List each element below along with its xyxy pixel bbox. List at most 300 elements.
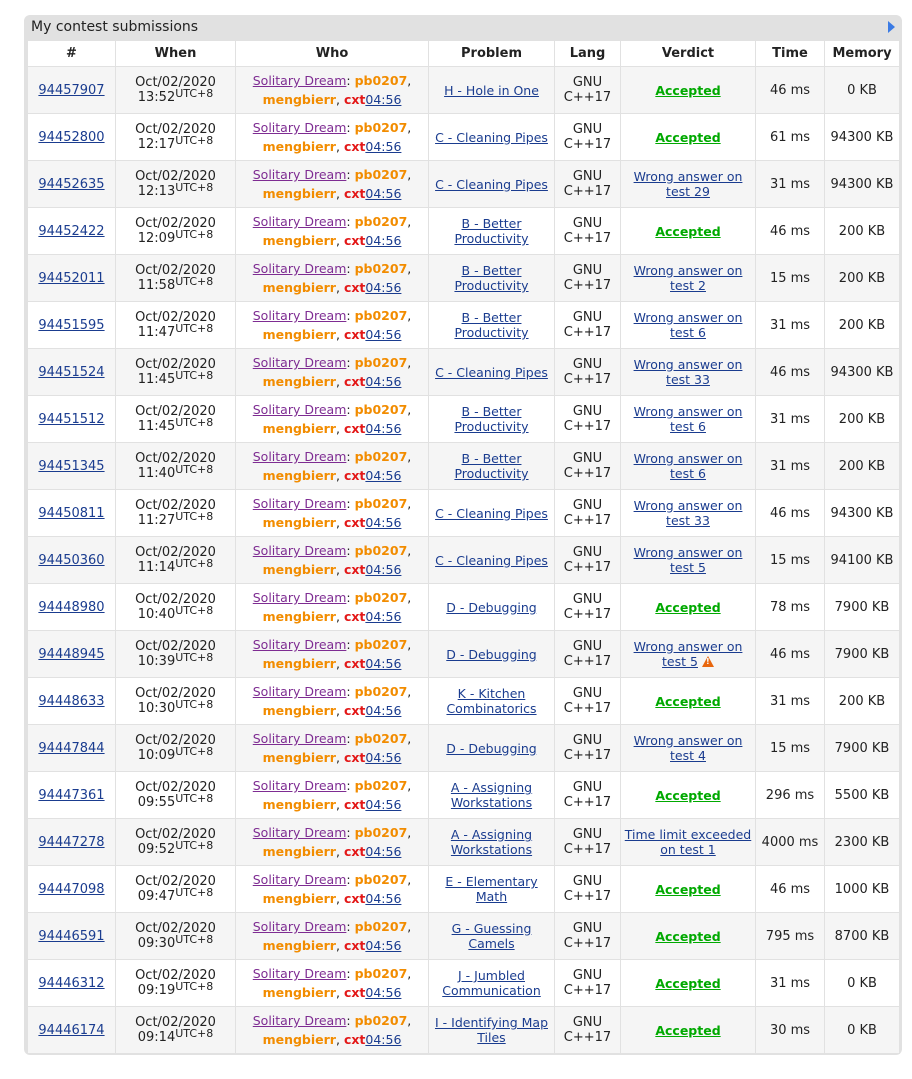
- member-link-1[interactable]: pb0207: [354, 355, 408, 370]
- col-header-id: #: [28, 41, 116, 67]
- member-link-1[interactable]: pb0207: [354, 308, 408, 323]
- member-link-2[interactable]: mengbierr: [262, 656, 336, 671]
- cell-memory: [825, 678, 900, 725]
- memory-usage: 7900 KB: [834, 741, 890, 756]
- member-link-3[interactable]: cxt: [343, 985, 366, 1000]
- memory-usage: 94300 KB: [830, 130, 894, 145]
- team-link[interactable]: Solitary Dream: [252, 543, 347, 558]
- timezone-label: UTC+8: [175, 275, 214, 288]
- member-link-1[interactable]: pb0207: [354, 73, 408, 88]
- team-link[interactable]: Solitary Dream: [252, 637, 347, 652]
- table-row: [28, 631, 900, 678]
- submission-id-link[interactable]: 94452422: [38, 224, 105, 239]
- problem-link[interactable]: [451, 827, 532, 857]
- table-row: [28, 678, 900, 725]
- submit-time: 11:27: [137, 513, 176, 528]
- submit-date: Oct/02/2020: [135, 733, 216, 748]
- verdict-link[interactable]: [634, 263, 743, 293]
- member-link-3[interactable]: cxt: [343, 374, 366, 389]
- cell-verdict: [621, 490, 756, 537]
- member-link-3[interactable]: cxt: [343, 750, 366, 765]
- team-link[interactable]: Solitary Dream: [252, 684, 347, 699]
- contest-time-link[interactable]: 04:56: [365, 280, 402, 295]
- verdict-link[interactable]: [634, 357, 743, 387]
- problem-link[interactable]: [454, 216, 528, 246]
- verdict-link[interactable]: [634, 310, 743, 340]
- member-link-3[interactable]: cxt: [343, 280, 366, 295]
- member-link-1[interactable]: pb0207: [354, 167, 408, 182]
- table-row: [28, 161, 900, 208]
- run-time: 296 ms: [765, 788, 815, 803]
- run-time: 31 ms: [769, 412, 811, 427]
- run-time: 46 ms: [769, 365, 811, 380]
- problem-link[interactable]: D - Debugging: [446, 599, 537, 615]
- submissions-panel: [24, 15, 902, 1055]
- who-separator: :: [346, 402, 351, 417]
- panel-header: [24, 15, 902, 39]
- submission-id-link[interactable]: 94447098: [38, 882, 105, 897]
- run-time: 46 ms: [769, 224, 811, 239]
- cell-id: [28, 678, 116, 725]
- verdict-link[interactable]: [634, 733, 743, 763]
- lang-line-1: GNU: [572, 75, 603, 90]
- who-separator: :: [346, 590, 351, 605]
- table-row: [28, 114, 900, 161]
- cell-lang: [555, 349, 621, 396]
- cell-memory: [825, 866, 900, 913]
- member-link-1[interactable]: pb0207: [354, 684, 408, 699]
- submit-date: Oct/02/2020: [135, 169, 216, 184]
- verdict-line-1: Time limit exceeded: [624, 827, 752, 842]
- verdict-link[interactable]: Accepted: [655, 129, 721, 145]
- memory-usage: 94300 KB: [830, 365, 894, 380]
- problem-line-1: B - Better: [461, 404, 522, 419]
- cell-who: [236, 67, 429, 114]
- cell-problem: [429, 960, 555, 1007]
- problem-link[interactable]: C - Cleaning Pipes: [435, 552, 548, 568]
- problem-link[interactable]: [454, 451, 528, 481]
- contest-time-link[interactable]: 04:56: [365, 562, 402, 577]
- submission-id-link[interactable]: 94450811: [38, 506, 105, 521]
- team-link[interactable]: Solitary Dream: [252, 355, 347, 370]
- member-link-3[interactable]: cxt: [343, 515, 366, 530]
- member-link-3[interactable]: cxt: [343, 233, 366, 248]
- cell-verdict: [621, 349, 756, 396]
- cell-time: [756, 584, 825, 631]
- warning-icon[interactable]: [702, 656, 714, 667]
- member-link-2[interactable]: mengbierr: [262, 891, 336, 906]
- lang-line-1: GNU: [572, 357, 603, 372]
- lang-line-2: C++17: [563, 466, 612, 481]
- contest-time-link[interactable]: 04:56: [365, 703, 402, 718]
- problem-line-2: Tiles: [477, 1030, 506, 1045]
- member-link-2[interactable]: mengbierr: [262, 844, 336, 859]
- cell-verdict: [621, 678, 756, 725]
- team-link[interactable]: Solitary Dream: [252, 966, 347, 981]
- table-row: [28, 443, 900, 490]
- run-time: 30 ms: [769, 1023, 811, 1038]
- problem-line-1: A - Assigning: [450, 780, 533, 795]
- member-link-1[interactable]: pb0207: [354, 120, 408, 135]
- submission-id-link[interactable]: 94457907: [38, 83, 105, 98]
- cell-time: [756, 913, 825, 960]
- member-link-3[interactable]: cxt: [343, 468, 366, 483]
- contest-time-link[interactable]: 04:56: [365, 985, 402, 1000]
- who-separator: :: [346, 308, 351, 323]
- cell-time: [756, 772, 825, 819]
- team-link[interactable]: Solitary Dream: [252, 73, 347, 88]
- member-link-2[interactable]: mengbierr: [262, 938, 336, 953]
- who-separator: :: [346, 872, 351, 887]
- problem-link[interactable]: [451, 780, 532, 810]
- run-time: 795 ms: [765, 929, 815, 944]
- problem-link[interactable]: [446, 686, 536, 716]
- contest-time-link[interactable]: 04:56: [365, 139, 402, 154]
- verdict-link[interactable]: Accepted: [655, 223, 721, 239]
- verdict-line-1: Wrong answer on: [633, 263, 743, 278]
- contest-time-link[interactable]: 04:56: [365, 421, 402, 436]
- member-link-3[interactable]: cxt: [343, 139, 366, 154]
- team-link[interactable]: Solitary Dream: [252, 167, 347, 182]
- member-link-1[interactable]: pb0207: [354, 449, 408, 464]
- cell-memory: [825, 349, 900, 396]
- submission-id-link[interactable]: 94446591: [38, 929, 105, 944]
- problem-link[interactable]: C - Cleaning Pipes: [435, 505, 548, 521]
- problem-link[interactable]: C - Cleaning Pipes: [435, 364, 548, 380]
- problem-link[interactable]: D - Debugging: [446, 646, 537, 662]
- member-link-3[interactable]: cxt: [343, 186, 366, 201]
- verdict-link[interactable]: Accepted: [655, 975, 721, 991]
- member-link-2[interactable]: mengbierr: [262, 797, 336, 812]
- submission-id-link[interactable]: 94446312: [38, 976, 105, 991]
- member-link-1[interactable]: pb0207: [354, 402, 408, 417]
- cell-time: [756, 349, 825, 396]
- verdict-line-2: test 6: [670, 466, 706, 481]
- member-link-1[interactable]: pb0207: [354, 731, 408, 746]
- cell-lang: [555, 67, 621, 114]
- member-link-1[interactable]: pb0207: [354, 543, 408, 558]
- member-link-3[interactable]: cxt: [343, 562, 366, 577]
- member-link-2[interactable]: mengbierr: [262, 609, 336, 624]
- verdict-link[interactable]: Accepted: [655, 881, 721, 897]
- verdict-link[interactable]: [634, 639, 743, 669]
- cell-id: [28, 913, 116, 960]
- member-link-2[interactable]: mengbierr: [262, 468, 336, 483]
- team-link[interactable]: Solitary Dream: [252, 120, 347, 135]
- member-link-1[interactable]: pb0207: [354, 919, 408, 934]
- verdict-link[interactable]: Accepted: [655, 599, 721, 615]
- cell-problem: [429, 114, 555, 161]
- who-comma: ,: [335, 609, 340, 624]
- cell-memory: [825, 255, 900, 302]
- member-link-3[interactable]: cxt: [343, 703, 366, 718]
- submission-id-link[interactable]: 94448633: [38, 694, 105, 709]
- problem-link[interactable]: [454, 404, 528, 434]
- member-link-1[interactable]: pb0207: [354, 778, 408, 793]
- member-link-1[interactable]: pb0207: [354, 1013, 408, 1028]
- run-time: 15 ms: [769, 271, 811, 286]
- member-link-2[interactable]: mengbierr: [262, 515, 336, 530]
- member-link-2[interactable]: mengbierr: [262, 1032, 336, 1047]
- submit-date: Oct/02/2020: [135, 686, 216, 701]
- member-link-2[interactable]: mengbierr: [262, 280, 336, 295]
- verdict-link[interactable]: [634, 169, 743, 199]
- verdict-link[interactable]: Accepted: [655, 82, 721, 98]
- cell-problem: [429, 396, 555, 443]
- member-link-3[interactable]: cxt: [343, 92, 366, 107]
- lang-line-2: C++17: [563, 889, 612, 904]
- member-link-1[interactable]: pb0207: [354, 966, 408, 981]
- problem-line-1: G - Guessing: [451, 921, 532, 936]
- cell-when: [116, 114, 236, 161]
- verdict-link[interactable]: Accepted: [655, 693, 721, 709]
- run-time: 15 ms: [769, 553, 811, 568]
- problem-link[interactable]: [445, 874, 537, 904]
- problem-line-2: Productivity: [454, 325, 529, 340]
- verdict-line-1: Wrong answer on: [633, 169, 743, 184]
- member-link-3[interactable]: cxt: [343, 844, 366, 859]
- member-link-1[interactable]: pb0207: [354, 590, 408, 605]
- timezone-label: UTC+8: [175, 604, 214, 617]
- verdict-link[interactable]: [634, 498, 743, 528]
- member-link-1[interactable]: pb0207: [354, 261, 408, 276]
- member-link-2[interactable]: mengbierr: [262, 750, 336, 765]
- cell-verdict: [621, 866, 756, 913]
- who-separator: :: [346, 731, 351, 746]
- team-link[interactable]: Solitary Dream: [252, 214, 347, 229]
- contest-time-link[interactable]: 04:56: [365, 609, 402, 624]
- contest-time-link[interactable]: 04:56: [365, 468, 402, 483]
- cell-verdict: [621, 631, 756, 678]
- contest-time-link[interactable]: 04:56: [365, 1032, 402, 1047]
- member-link-2[interactable]: mengbierr: [262, 139, 336, 154]
- cell-memory: [825, 302, 900, 349]
- member-link-2[interactable]: mengbierr: [262, 233, 336, 248]
- member-link-3[interactable]: cxt: [343, 421, 366, 436]
- lang-line-2: C++17: [563, 278, 612, 293]
- cell-who: [236, 537, 429, 584]
- submission-id-link[interactable]: 94447361: [38, 788, 105, 803]
- verdict-line-2: on test 1: [660, 842, 716, 857]
- problem-link[interactable]: [452, 921, 532, 951]
- member-link-3[interactable]: cxt: [343, 1032, 366, 1047]
- team-link[interactable]: Solitary Dream: [252, 872, 347, 887]
- who-comma: ,: [407, 355, 412, 370]
- lang-line-2: C++17: [563, 560, 612, 575]
- memory-usage: 200 KB: [838, 459, 886, 474]
- member-link-2[interactable]: mengbierr: [262, 92, 336, 107]
- team-link[interactable]: Solitary Dream: [252, 261, 347, 276]
- cell-verdict: [621, 960, 756, 1007]
- verdict-link[interactable]: [634, 451, 743, 481]
- col-header-who: Who: [236, 41, 429, 67]
- problem-line-2: Productivity: [454, 419, 529, 434]
- team-link[interactable]: Solitary Dream: [252, 1013, 347, 1028]
- verdict-link[interactable]: Accepted: [655, 928, 721, 944]
- problem-link[interactable]: [454, 310, 528, 340]
- memory-usage: 5500 KB: [834, 788, 890, 803]
- problem-line-1: J - Jumbled: [458, 968, 525, 983]
- team-link[interactable]: Solitary Dream: [252, 731, 347, 746]
- cell-id: [28, 490, 116, 537]
- who-separator: :: [346, 919, 351, 934]
- who-comma: ,: [407, 590, 412, 605]
- member-link-1[interactable]: pb0207: [354, 214, 408, 229]
- submit-time: 12:13: [137, 184, 176, 199]
- who-comma: ,: [335, 703, 340, 718]
- who-separator: :: [346, 684, 351, 699]
- verdict-link[interactable]: Accepted: [655, 1022, 721, 1038]
- who-comma: ,: [407, 919, 412, 934]
- problem-link[interactable]: C - Cleaning Pipes: [435, 176, 548, 192]
- cell-time: [756, 490, 825, 537]
- cell-problem: [429, 725, 555, 772]
- member-link-2[interactable]: mengbierr: [262, 985, 336, 1000]
- team-link[interactable]: Solitary Dream: [252, 778, 347, 793]
- member-link-2[interactable]: mengbierr: [262, 374, 336, 389]
- expand-arrow-icon[interactable]: [888, 21, 895, 33]
- submit-date: Oct/02/2020: [135, 1015, 216, 1030]
- contest-time-link[interactable]: 04:56: [365, 797, 402, 812]
- member-link-1[interactable]: pb0207: [354, 825, 408, 840]
- problem-line-2: Productivity: [454, 278, 529, 293]
- cell-who: [236, 1007, 429, 1054]
- team-link[interactable]: Solitary Dream: [252, 590, 347, 605]
- submission-id-link[interactable]: 94448945: [38, 647, 105, 662]
- problem-link[interactable]: [442, 968, 541, 998]
- contest-time-link[interactable]: 04:56: [365, 656, 402, 671]
- cell-memory: [825, 114, 900, 161]
- verdict-link[interactable]: Accepted: [655, 787, 721, 803]
- cell-lang: [555, 819, 621, 866]
- cell-id: [28, 255, 116, 302]
- contest-time-link[interactable]: 04:56: [365, 750, 402, 765]
- table-header-row: [28, 41, 900, 67]
- cell-verdict: [621, 584, 756, 631]
- submission-id-link[interactable]: 94446174: [38, 1023, 105, 1038]
- member-link-2[interactable]: mengbierr: [262, 186, 336, 201]
- member-link-2[interactable]: mengbierr: [262, 703, 336, 718]
- submission-id-link[interactable]: 94450360: [38, 553, 105, 568]
- submit-time: 09:19: [137, 983, 176, 998]
- problem-link[interactable]: D - Debugging: [446, 740, 537, 756]
- team-link[interactable]: Solitary Dream: [252, 919, 347, 934]
- team-link[interactable]: Solitary Dream: [252, 402, 347, 417]
- contest-time-link[interactable]: 04:56: [365, 233, 402, 248]
- contest-time-link[interactable]: 04:56: [365, 891, 402, 906]
- submission-id-link[interactable]: 94451595: [38, 318, 105, 333]
- submission-id-link[interactable]: 94452800: [38, 130, 105, 145]
- member-link-3[interactable]: cxt: [343, 938, 366, 953]
- cell-verdict: [621, 913, 756, 960]
- memory-usage: 94300 KB: [830, 506, 894, 521]
- problem-link[interactable]: H - Hole in One: [444, 82, 539, 98]
- problem-link[interactable]: [435, 1015, 548, 1045]
- submission-id-link[interactable]: 94448980: [38, 600, 105, 615]
- submission-id-link[interactable]: 94451512: [38, 412, 105, 427]
- timezone-label: UTC+8: [175, 980, 214, 993]
- cell-problem: [429, 913, 555, 960]
- submission-id-link[interactable]: 94451524: [38, 365, 105, 380]
- contest-time-link[interactable]: 04:56: [365, 186, 402, 201]
- submit-time: 10:30: [137, 701, 176, 716]
- verdict-link[interactable]: [625, 827, 752, 857]
- contest-time-link[interactable]: 04:56: [365, 844, 402, 859]
- member-link-2[interactable]: mengbierr: [262, 327, 336, 342]
- team-link[interactable]: Solitary Dream: [252, 308, 347, 323]
- col-header-memory: Memory: [825, 41, 900, 67]
- verdict-link[interactable]: [634, 545, 743, 575]
- member-link-3[interactable]: cxt: [343, 327, 366, 342]
- cell-lang: [555, 772, 621, 819]
- cell-when: [116, 819, 236, 866]
- cell-memory: [825, 819, 900, 866]
- verdict-line-1: Wrong answer on: [633, 639, 743, 654]
- verdict-link[interactable]: [634, 404, 743, 434]
- who-comma: ,: [407, 872, 412, 887]
- contest-time-link[interactable]: 04:56: [365, 938, 402, 953]
- team-link[interactable]: Solitary Dream: [252, 449, 347, 464]
- memory-usage: 0 KB: [847, 976, 877, 991]
- contest-time-link[interactable]: 04:56: [365, 515, 402, 530]
- member-link-2[interactable]: mengbierr: [262, 562, 336, 577]
- cell-when: [116, 913, 236, 960]
- problem-link[interactable]: [454, 263, 528, 293]
- cell-who: [236, 819, 429, 866]
- submission-id-link[interactable]: 94447278: [38, 835, 105, 850]
- submit-date: Oct/02/2020: [135, 498, 216, 513]
- submission-id-link[interactable]: 94447844: [38, 741, 105, 756]
- member-link-3[interactable]: cxt: [343, 797, 366, 812]
- cell-time: [756, 819, 825, 866]
- cell-problem: [429, 866, 555, 913]
- team-link[interactable]: Solitary Dream: [252, 496, 347, 511]
- table-row: [28, 960, 900, 1007]
- member-link-1[interactable]: pb0207: [354, 637, 408, 652]
- who-comma: ,: [407, 496, 412, 511]
- submission-id-link[interactable]: 94452011: [38, 271, 105, 286]
- memory-usage: 7900 KB: [834, 647, 890, 662]
- submit-date: Oct/02/2020: [135, 357, 216, 372]
- run-time: 31 ms: [769, 177, 811, 192]
- cell-who: [236, 960, 429, 1007]
- run-time: 31 ms: [769, 694, 811, 709]
- verdict-line-2: test 6: [670, 419, 706, 434]
- contest-time-link[interactable]: 04:56: [365, 327, 402, 342]
- submission-id-link[interactable]: 94451345: [38, 459, 105, 474]
- run-time: 31 ms: [769, 976, 811, 991]
- submission-id-link[interactable]: 94452635: [38, 177, 105, 192]
- contest-time-link[interactable]: 04:56: [365, 92, 402, 107]
- lang-line-1: GNU: [572, 310, 603, 325]
- problem-line-2: Combinatorics: [446, 701, 537, 716]
- member-link-3[interactable]: cxt: [343, 656, 366, 671]
- cell-who: [236, 161, 429, 208]
- member-link-2[interactable]: mengbierr: [262, 421, 336, 436]
- cell-time: [756, 678, 825, 725]
- member-link-3[interactable]: cxt: [343, 609, 366, 624]
- member-link-3[interactable]: cxt: [343, 891, 366, 906]
- cell-problem: [429, 678, 555, 725]
- problem-link[interactable]: C - Cleaning Pipes: [435, 129, 548, 145]
- cell-who: [236, 349, 429, 396]
- member-link-1[interactable]: pb0207: [354, 496, 408, 511]
- cell-memory: [825, 490, 900, 537]
- team-link[interactable]: Solitary Dream: [252, 825, 347, 840]
- contest-time-link[interactable]: 04:56: [365, 374, 402, 389]
- verdict-line-2: test 5: [670, 560, 706, 575]
- member-link-1[interactable]: pb0207: [354, 872, 408, 887]
